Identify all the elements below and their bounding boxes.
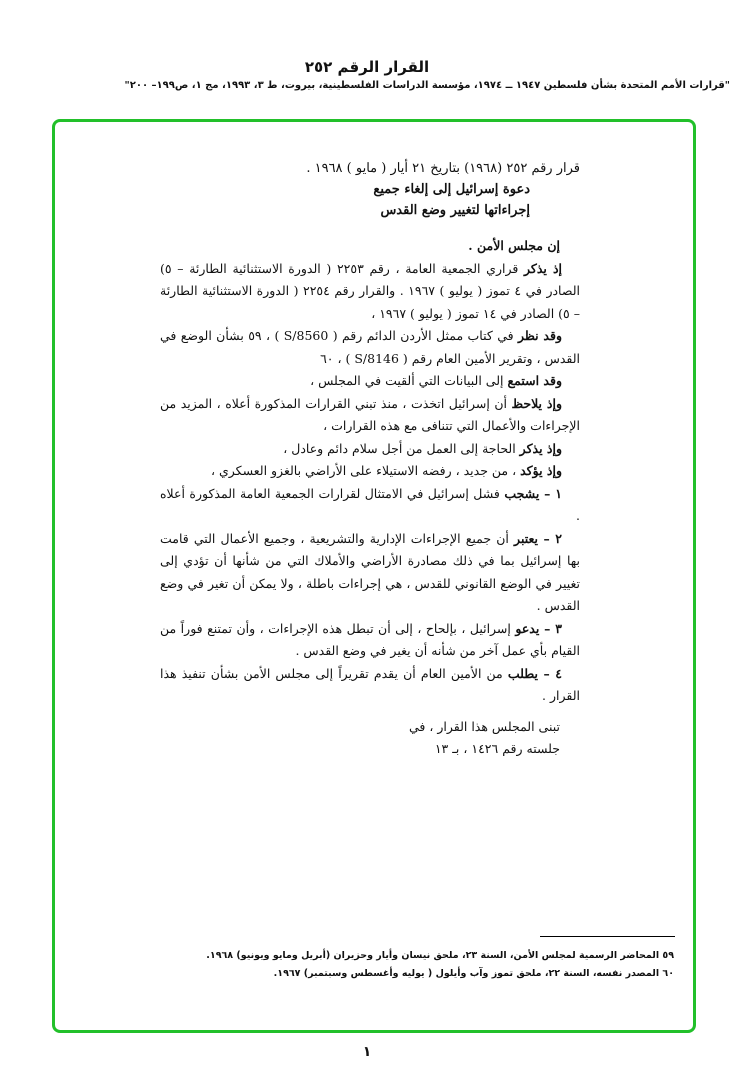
page-number: ١	[362, 1044, 372, 1060]
paragraph-lead: ٢ – يعتبر	[514, 530, 562, 546]
paragraph	[160, 258, 580, 326]
resolution-body	[160, 158, 580, 761]
resolution-title	[160, 158, 580, 221]
resolution-header-title: القرار الرقم ٢٥٢	[304, 58, 430, 76]
paragraph	[160, 438, 580, 461]
paragraph	[160, 618, 580, 663]
paragraph-lead: وإذ يلاحظ	[511, 395, 562, 411]
paragraph-text: فشل إسرائيل في الامتثال لقرارات الجمعية العامة المذكورة أعلاه .	[160, 485, 580, 523]
paragraph-lead: ٣ – يدعو	[515, 620, 562, 636]
paragraph	[160, 370, 580, 393]
resolution-subtitle: إجراءاتها لتغيير وضع القدس	[380, 203, 530, 218]
paragraph	[160, 325, 580, 370]
footnote: ٦٠ المصدر نفسه، السنة ٢٢، ملحق تموز وآب وأيلول ( يوليه وأغسطس وسبتمبر) ١٩٦٧.	[273, 968, 674, 979]
paragraph-text: الحاجة إلى العمل من أجل سلام دائم وعادل ،	[283, 440, 520, 456]
resolution-subtitle: دعوة إسرائيل إلى إلغاء جميع	[373, 182, 530, 197]
paragraph	[160, 483, 580, 528]
paragraph-text: أن إسرائيل اتخذت ، منذ تبني القرارات المذكورة أعلاه ، المزيد من الإجراءات والأعمال التي تتنافى مع هذه القرارات ،	[160, 395, 580, 433]
paragraph-text: من الأمين العام أن يقدم تقريراً إلى مجلس الأمن بشأن تنفيذ هذا القرار .	[160, 665, 580, 703]
paragraph-lead: إذ يذكر	[524, 260, 562, 276]
closing-line: تبنى المجلس هذا القرار ، في	[408, 718, 560, 734]
paragraph-lead: وإذ يؤكد	[520, 463, 562, 478]
paragraph-lead: وقد نظر	[518, 328, 562, 343]
paragraph	[160, 663, 580, 708]
paragraph-text: إلى البيانات التي ألقيت في المجلس ،	[310, 373, 508, 388]
intro-line: إن مجلس الأمن .	[468, 238, 560, 253]
paragraph-text: قراري الجمعية العامة ، رقم ٢٢٥٣ ( الدورة الاستثنائية الطارئة – ٥) الصادر في ٤ تموز ( يوليو ) ١٩٦٧ . والقرار رقم ٢٢٥٤ ( الدورة الاستثنائية الطارئة – ٥) الصادر في ١٤ تموز ( يوليو ) ١٩٦٧ ،	[160, 260, 580, 321]
paragraph-text: ، من جديد ، رفضه الاستيلاء على الأراضي بالغزو العسكري ،	[210, 463, 521, 478]
paragraph	[160, 460, 580, 483]
paragraph-text: إسرائيل ، بإلحاح ، إلى أن تبطل هذه الإجراءات ، وأن تمتنع فوراً من القيام بأي عمل آخر من شأنه أن يغير في وضع القدس .	[160, 620, 580, 658]
footnote: ٥٩ المحاضر الرسمية لمجلس الأمن، السنة ٢٣، ملحق نيسان وأيار وحزيران (أبريل ومايو ويونيو) ١٩٦٨.	[206, 950, 674, 961]
paragraphs	[160, 258, 580, 708]
paragraph-lead: وإذ يذكر	[519, 440, 562, 456]
paragraph-lead: ١ – يشجب	[504, 485, 562, 501]
footnote-divider	[540, 936, 675, 937]
paragraph	[160, 528, 580, 618]
closing-line: جلسته رقم ١٤٢٦ ، بـ ١٣	[434, 741, 560, 756]
paragraph-lead: وقد استمع	[507, 373, 562, 388]
paragraph	[160, 393, 580, 438]
paragraph-text: في كتاب ممثل الأردن الدائم رقم ( S/8560 ) ، ٥٩ بشأن الوضع في القدس ، وتقرير الأمين العام رقم ( S/8146 ) ، ٦٠	[160, 328, 580, 366]
paragraph-lead: ٤ – يطلب	[507, 665, 562, 681]
resolution-heading: قرار رقم ٢٥٢ (١٩٦٨) بتاريخ ٢١ أيار ( مايو ) ١٩٦٨ .	[306, 161, 580, 176]
source-citation: "قرارات الأمم المتحدة بشأن فلسطين ١٩٤٧ ــ ١٩٧٤، مؤسسة الدراسات الفلسطينية، بيروت، ط ٣، ١٩٩٣، مج ١، ص١٩٩– ٢٠٠"	[124, 80, 730, 91]
paragraph-text: أن جميع الإجراءات الإدارية والتشريعية ، وجميع الأعمال التي قامت بها إسرائيل بما في ذلك مصادرة الأراضي والأملاك التي من شأنها أن تؤدي إلى تغيير في الوضع القانوني للقدس ، هي إجراءات باطلة ، ولا يمكن أن تغير في وضع القدس .	[160, 530, 580, 613]
